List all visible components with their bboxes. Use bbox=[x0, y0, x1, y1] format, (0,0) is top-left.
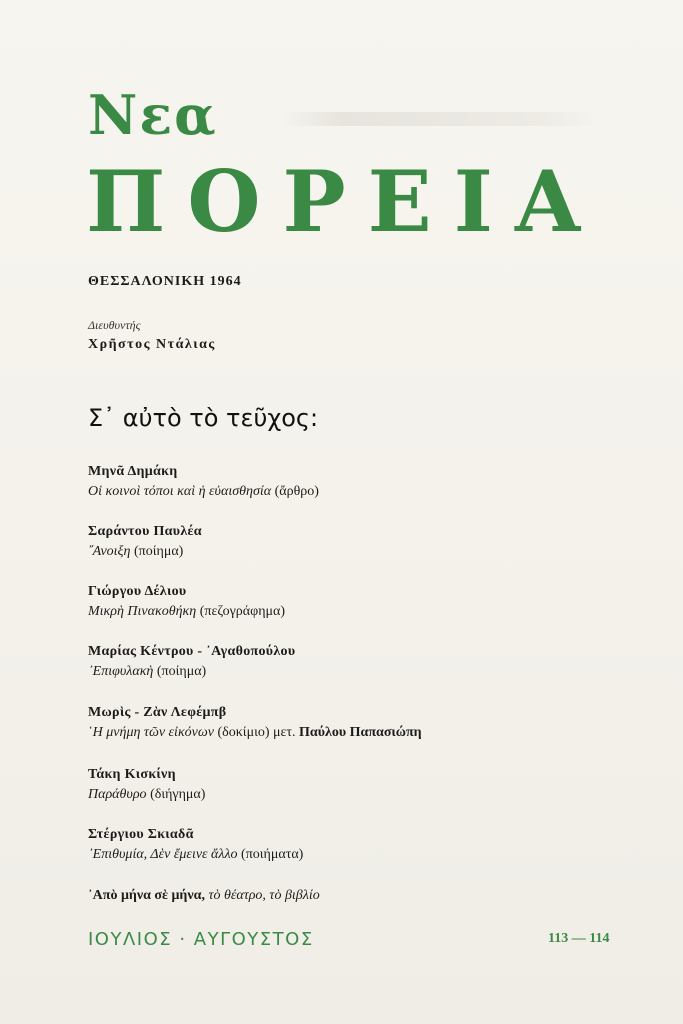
entry-work-title: ᾽Επιθυμία, Δὲν ἔμεινε ἄλλο bbox=[88, 847, 238, 862]
entry-work-title: ᾽Επιφυλακὴ bbox=[88, 664, 154, 679]
show-through-smudge bbox=[280, 112, 600, 126]
entry-author: Σαράντου Παυλέα bbox=[88, 524, 202, 539]
entry-work-line bbox=[88, 542, 202, 562]
entry-author: Στέργιου Σκιαδᾶ bbox=[88, 827, 194, 842]
contents-entry bbox=[88, 765, 205, 805]
entry-author: Μηνᾶ Δημάκη bbox=[88, 464, 178, 479]
issue-months: ΙΟΥΛΙΟΣ · ΑΥΓΟΥΣΤΟΣ bbox=[88, 929, 314, 950]
entry-work-title: ῾Η μνήμη τῶν εἰκόνων bbox=[88, 725, 214, 740]
entry-author: Μωρὶς - Ζὰν Λεφέμπβ bbox=[88, 705, 227, 720]
contents-entry bbox=[88, 522, 202, 562]
entry-work-kind: (ἄρθρο) bbox=[274, 484, 319, 499]
director-label: Διευθυντής bbox=[88, 318, 141, 332]
contents-entry bbox=[88, 582, 285, 622]
entry-work-line bbox=[88, 662, 295, 682]
place-year: ΘΕΣΣΑΛΟΝΙΚΗ 1964 bbox=[88, 274, 242, 289]
entry-work-kind: (διήγημα) bbox=[150, 787, 206, 802]
contents-entry bbox=[88, 462, 319, 502]
entry-work-title: ῎Ανοιξη bbox=[88, 544, 131, 559]
regular-columns-bold: ᾽Απὸ μήνα σὲ μήνα, bbox=[88, 888, 205, 903]
entry-author: Μαρίας Κέντρου - ᾽Αγαθοπούλου bbox=[88, 644, 296, 659]
entry-work-kind: (πεζογράφημα) bbox=[199, 604, 286, 619]
contents-entry bbox=[88, 703, 422, 743]
entry-work-line bbox=[88, 723, 422, 743]
entry-work-title: Οἱ κοινοὶ τόποι καὶ ἡ εὐαισθησία bbox=[88, 484, 272, 499]
entry-work-kind: (ποιήματα) bbox=[241, 847, 304, 862]
contents-entry bbox=[88, 825, 303, 865]
regular-columns-italic: τὸ θέατρο, τὸ βιβλίο bbox=[208, 888, 320, 903]
entry-work-title: Παράθυρο bbox=[88, 787, 147, 802]
entry-work-line bbox=[88, 785, 205, 805]
entry-work-title: Μικρὴ Πινακοθήκη bbox=[88, 604, 197, 619]
entry-work-kind: (ποίημα) bbox=[156, 664, 207, 679]
entry-translator-name: Παύλου Παπασιώπη bbox=[299, 725, 422, 740]
regular-columns-line bbox=[88, 886, 320, 906]
entry-work-kind: (ποίημα) bbox=[134, 544, 184, 559]
entry-translator-prefix: μετ. bbox=[273, 725, 296, 740]
director-name: Χρῆστος Ντάλιας bbox=[88, 337, 216, 352]
entry-author: Γιώργου Δέλιου bbox=[88, 584, 187, 599]
issue-number: 113 — 114 bbox=[548, 931, 610, 946]
contents-heading: Σ᾽ αὐτὸ τὸ τεῦχος: bbox=[88, 404, 319, 432]
entry-work-kind: (δοκίμιο) bbox=[217, 725, 270, 740]
contents-entry bbox=[88, 642, 295, 682]
masthead-title-small: Νεα bbox=[88, 83, 218, 147]
entry-work-line bbox=[88, 602, 285, 622]
masthead-title-big: ΠΟΡΕΙΑ bbox=[86, 152, 603, 251]
entry-author: Τάκη Κισκίνη bbox=[88, 767, 176, 782]
entry-work-line bbox=[88, 482, 319, 502]
entry-work-line bbox=[88, 845, 303, 865]
